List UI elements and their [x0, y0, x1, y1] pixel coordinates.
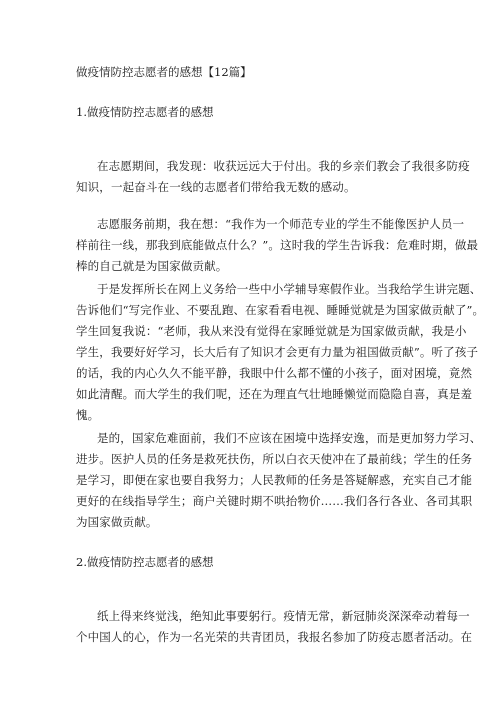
paragraph-line: 样前往一线，那我到底能做点什么？”。这时我的学生告诉我：危难时期，做最 — [76, 238, 479, 252]
section-1-heading: 1.做疫情防控志愿者的感想 — [76, 105, 214, 119]
paragraph-line: 如此清醒。而大学生的我们呢，还在为理直气壮地睡懒觉而隐隐自喜，真是羞 — [76, 387, 473, 401]
paragraph-line: 愧。 — [76, 408, 100, 422]
paragraph-line: 在志愿期间，我发现：收获远远大于付出。我的乡亲们教会了我很多防疫 — [97, 159, 470, 173]
paragraph-line: 为国家做贡献。 — [76, 515, 158, 529]
paragraph-line: 是的，国家危难面前，我们不应该在困境中选择安逸，而是更加努力学习、 — [97, 431, 482, 445]
paragraph-line: 学生，我要好好学习，长大后有了知识才会更有力量为祖国做贡献”。听了孩子 — [76, 345, 479, 359]
document-title: 做疫情防控志愿者的感想【12篇】 — [76, 65, 252, 79]
paragraph-line: 更好的在线指导学生；商户关键时期不哄抬物价……我们各行各业、各司其职 — [76, 494, 473, 508]
paragraph-line: 志愿服务前期，我在想：“我作为一个师范专业的学生不能像医护人员一 — [97, 217, 465, 231]
paragraph-line: 进步。医护人员的任务是救死扶伤，所以白衣天使冲在了最前线；学生的任务 — [76, 452, 473, 466]
paragraph-line: 于是发挥所长在网上义务给一些中小学辅导寒假作业。当我给学生讲完题、 — [97, 282, 482, 296]
paragraph-line: 是学习，即便在家也要自我努力；人民教师的任务是答疑解惑，充实自己才能 — [76, 473, 473, 487]
section-2-heading: 2.做疫情防控志愿者的感想 — [76, 555, 214, 569]
paragraph-line: 个中国人的心，作为一名光荣的共青团员，我报名参加了防疫志愿者活动。在 — [76, 630, 473, 644]
paragraph-line: 纸上得来终觉浅，绝知此事要躬行。疫情无常，新冠肺炎深深牵动着每一 — [97, 609, 470, 623]
paragraph-line: 知识，一起奋斗在一线的志愿者们带给我无数的感动。 — [76, 180, 356, 194]
paragraph-line: 告诉他们“写完作业、不要乱跑、在家看看电视、睡睡觉就是为国家做贡献了”。 — [76, 303, 485, 317]
paragraph-line: 的话，我的内心久久不能平静，我眼中什么都不懂的小孩子，面对困境，竟然 — [76, 366, 473, 380]
paragraph-line: 棒的自己就是为国家做贡献。 — [76, 259, 228, 273]
paragraph-line: 学生回复我说：“老师，我从来没有觉得在家睡觉就是为国家做贡献，我是小 — [76, 324, 467, 338]
